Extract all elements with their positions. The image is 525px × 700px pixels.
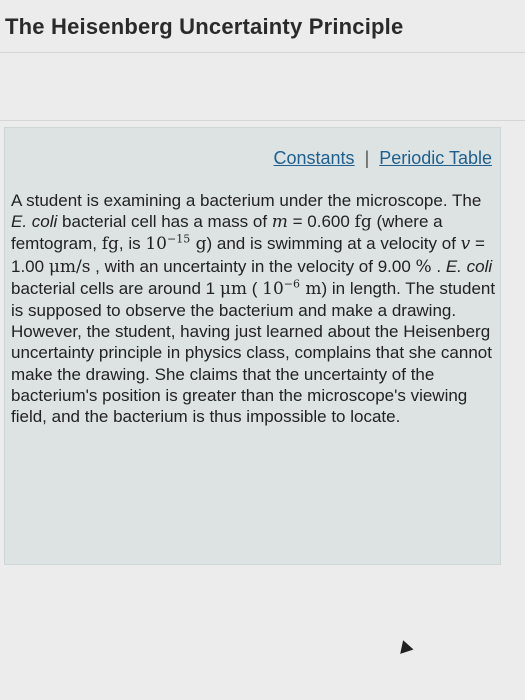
- power-base: 10: [262, 278, 284, 299]
- mouse-pointer-icon: [396, 638, 413, 654]
- exponent: −6: [283, 277, 300, 291]
- text-segment: bacterial cells are around 1: [11, 278, 220, 298]
- text-segment: A student is examining a bacterium under the microscope. The: [11, 191, 482, 210]
- unit-percent: %: [415, 256, 432, 277]
- mass-symbol: m: [271, 212, 288, 233]
- unit-m: m: [299, 278, 322, 299]
- power-base: 10: [145, 234, 167, 255]
- text-segment: ) and is swimming at a velocity of: [206, 234, 461, 254]
- unit-fg: fg: [101, 234, 119, 255]
- text-segment: , with an uncertainty in the velocity of 9.00: [90, 256, 416, 276]
- species-name: E. coli: [445, 256, 493, 276]
- divider: [0, 120, 525, 121]
- unit-um-per-s: μm/s: [48, 256, 91, 277]
- text-segment: = 0.600: [287, 212, 355, 232]
- resource-links: [274, 148, 492, 169]
- text-segment: (: [247, 278, 263, 298]
- problem-statement: [11, 190, 497, 427]
- unit-um: μm: [219, 278, 248, 299]
- constants-link[interactable]: Constants: [273, 148, 355, 168]
- text-segment: , is: [118, 234, 146, 254]
- periodic-table-link[interactable]: Periodic Table: [379, 148, 492, 168]
- text-segment: bacterial cell has a mass of: [57, 212, 272, 232]
- problem-panel: [4, 127, 501, 565]
- text-segment: ) in length. The student is supposed to observe the bacterium and make a drawing. However, the student, having just learned about the Heisenberg uncertainty principle in physics class, complains that she cannot make the drawing. She claims that the uncertainty of the bacterium's position is greater than the microscope's viewing field, and the bacterium is thus impossible to locate.: [11, 278, 496, 427]
- velocity-symbol: v: [460, 234, 471, 255]
- text-segment: = 1.00: [11, 234, 485, 276]
- text-segment: (where a femtogram,: [11, 212, 443, 254]
- exponent: −15: [166, 232, 191, 246]
- divider: [0, 52, 525, 53]
- unit-fg: fg: [354, 212, 372, 233]
- species-name: E. coli: [11, 212, 58, 232]
- unit-g: g: [190, 234, 207, 255]
- page-title: The Heisenberg Uncertainty Principle: [5, 14, 404, 39]
- link-separator: |: [364, 148, 370, 168]
- text-segment: .: [431, 256, 446, 276]
